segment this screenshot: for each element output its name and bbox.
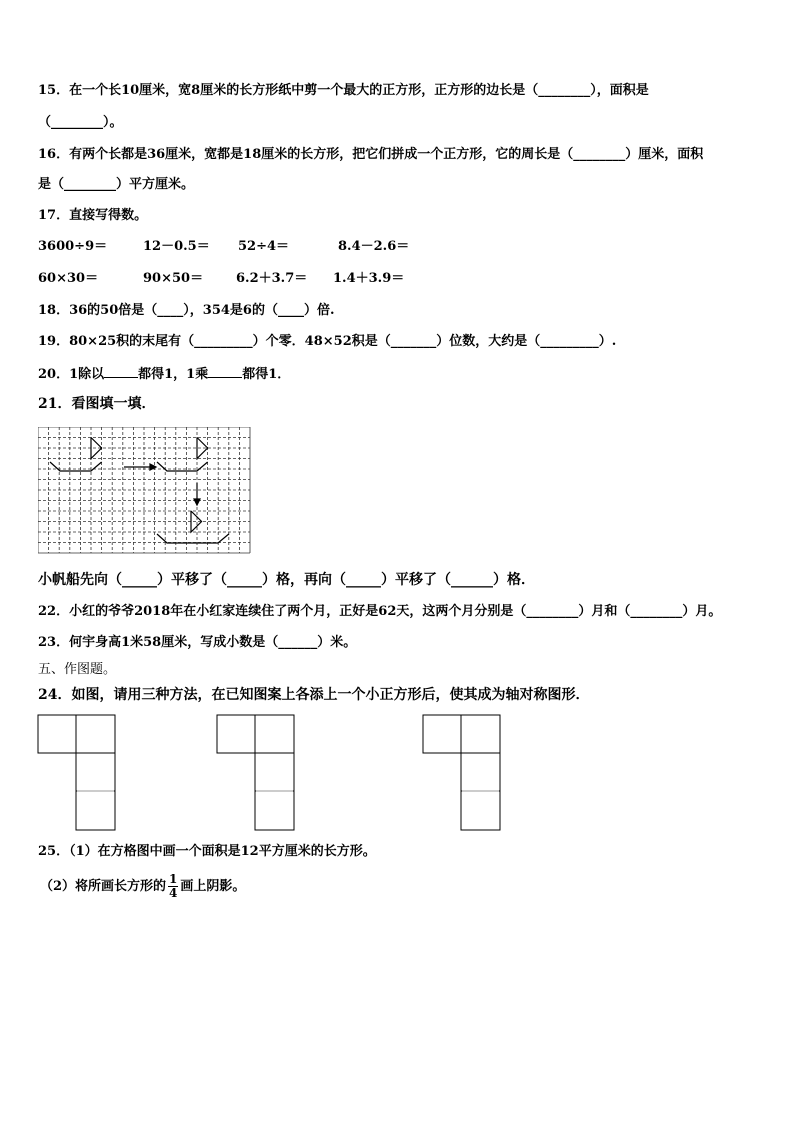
square (255, 791, 294, 830)
square (461, 715, 500, 753)
q17-calc: 3600÷9＝ (38, 239, 108, 254)
q15-line1: 15．在一个长10厘米，宽8厘米的长方形纸中剪一个最大的正方形，正方形的边长是（________），面积是 (38, 83, 649, 98)
q25-part2-before: （2）将所画长方形的 (40, 879, 167, 894)
square (255, 715, 294, 753)
q17-title: 17．直接写得数。 (38, 208, 148, 223)
q21-title: 21．看图填一填． (38, 396, 156, 412)
q23-text: 23．何宇身高1米58厘米，写成小数是（______）米。 (38, 635, 357, 650)
square (255, 753, 294, 791)
square (217, 715, 255, 753)
figure-2 (216, 714, 298, 832)
q22-text: 22．小红的爷爷2018年在小红家连续住了两个月，正好是62天，这两个月分别是（________）月和（________）月。 (38, 604, 722, 619)
q18-text: 18．36的50倍是（____），354是6的（____）倍. (38, 303, 335, 318)
q16-line1: 16．有两个长都是36厘米，宽都是18厘米的长方形，把它们拼成一个正方形，它的周长是（________）厘米，面积 (38, 147, 704, 162)
fraction-numerator: 1 (169, 872, 178, 886)
q17-calc: 6.2＋3.7＝ (236, 271, 308, 286)
answer-blank[interactable] (104, 365, 138, 378)
section-title: 五、作图题。 (38, 662, 117, 677)
q25-part1: 25．（1）在方格图中画一个面积是12平方厘米的长方形。 (38, 844, 376, 859)
arrow-down-icon (194, 483, 200, 505)
q21-answer-line: 小帆船先向（_____）平移了（_____）格，再向（_____）平移了（______）格． (38, 572, 535, 588)
q20-text (38, 365, 290, 384)
square (461, 753, 500, 791)
q16-line2: 是（________）平方厘米。 (38, 177, 195, 192)
q17-calc: 60×30＝ (38, 271, 99, 286)
q17-calc: 1.4＋3.9＝ (333, 271, 405, 286)
q24-text: 24．如图，请用三种方法，在已知图案上各添上一个小正方形后，使其成为轴对称图形． (38, 687, 590, 703)
square (38, 715, 76, 753)
square (461, 791, 500, 830)
q20-middle: 都得1，1乘 (138, 367, 209, 382)
q17-calc: 90×50＝ (143, 271, 204, 286)
answer-blank[interactable] (208, 365, 242, 378)
sailboat-moved-right (157, 438, 208, 472)
figure-3 (422, 714, 504, 832)
square (76, 791, 115, 830)
fraction-one-quarter (168, 873, 178, 900)
q25-part2 (40, 873, 245, 900)
q19-text: 19．80×25积的末尾有（_________）个零．48×52积是（_______）位数，大约是（_________）. (38, 334, 617, 349)
q17-calc: 12－0.5＝ (143, 239, 210, 254)
sailboat-grid (38, 427, 252, 555)
q20-after: 都得1． (242, 367, 291, 382)
q15-line2: （________）。 (38, 115, 123, 130)
square (423, 715, 461, 753)
sailboat-original (50, 438, 102, 472)
square (76, 715, 115, 753)
q20-before: 20．1除以 (38, 367, 105, 382)
square (76, 753, 115, 791)
q25-part2-after: 画上阴影。 (180, 879, 246, 894)
figure-1 (37, 714, 119, 832)
fraction-denominator: 4 (169, 886, 178, 900)
grid-lines (38, 427, 250, 553)
q17-calc: 8.4－2.6＝ (338, 239, 410, 254)
q17-calc: 52÷4＝ (238, 239, 290, 254)
